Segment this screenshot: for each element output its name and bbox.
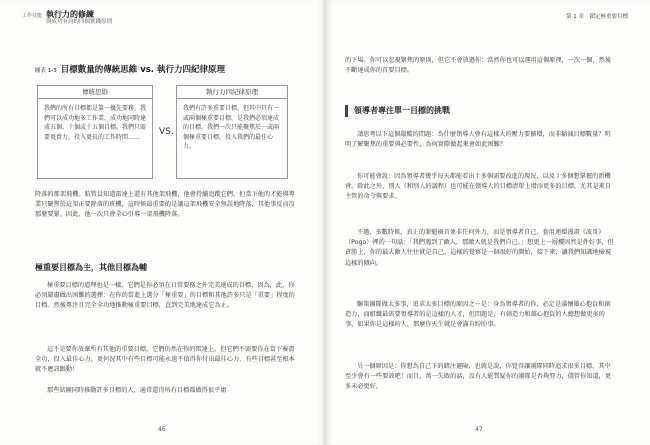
left-paragraph-3: 這不是要你放棄所有其他的重要目標，它們仍然在你的雷達上，但它們不需要你在當下奏盡全功，投入最佳心力。更何況其中有些目標可能永遠不值得你付出最佳心力，有些目標甚至根本就不應該跟動！ — [35, 346, 295, 374]
right-paragraph-1: 請思考以下這個嚴酷的問題：為什麼領導人會有這樣大的壓力要擴增，而非縮減目標數量？明明了解聚焦的重要與必要性，為何實際做起來會如此困難？ — [345, 131, 611, 149]
right-paragraph-5: 另一個原因是：你想為自己下的賭注避險，也就是說，你覺得讓團隊同時追求很多目標，其中至少會有一些要效吧！而且，萬一失敗的話，沒有人能質疑你的團隊是否夠努力，儘管你知道，更多未必更好， — [345, 363, 612, 391]
right-paragraph-2: 你可能會說：因為領導者幾乎每天都能看出十多個需要改進的現況，以及十多個想掌握的新機會。除此之外，別人（和別人的議程）也可能在領導人的目標清單上增添更多的目標，尤其是來自主管的命令與要求。 — [345, 173, 612, 201]
left-paragraph-1: 降落的那架飛機。航管員知道雷達上還有其他架飛機，他會持續追蹤它們，但當下他的才能與專業只聚焦於這架正要降落的班機，這時候最重要的是讓這架飛機安全無誤地降落，其他事反而沒那麼要緊。因此，他一次只會全心引導一架飛機降落。 — [35, 191, 295, 219]
traditional-thinking-box — [37, 85, 153, 179]
chapter-running-header: 第 1 章 鎖定極重要目標 — [566, 14, 628, 20]
vs-label: VS. — [159, 127, 174, 137]
book-title: 執行力的修練 — [46, 10, 95, 19]
traditional-thinking-text: 我們的所有目標都是第一優先要務，我們可以成功地多工作業，成功地同時達成五個、十個或十五個目標。我們只需要更賣力，投入更長的工作時間…… — [44, 105, 147, 141]
traditional-thinking-heading: 傳統思維 — [38, 86, 152, 99]
left-running-header — [22, 10, 112, 26]
right-page-number: 47 — [475, 426, 483, 433]
figure-title — [35, 63, 225, 75]
right-section-heading: 領導者專注單一目標的挑戰 — [354, 106, 450, 115]
left-page-number: 46 — [158, 426, 166, 433]
right-paragraph-3: 不過，多數時候，真正的罪魁禍首並非任何外力，而是領導者自己。套用連環漫畫《波哥》（Pogo）裡的一句話：「我們遇到了敵人，那敵人就是我們自己。」想更上一層樓固然是件好事，但貪勝上，你的最大敵人往往就是自己，這樣的覺察是一個很好的開始，接下來，讓我們知識地檢視這樣的傾向。 — [345, 229, 614, 267]
four-disciplines-heading: 執行力四紀律原理 — [177, 86, 287, 99]
figure-title-text: 目標數量的傳統思維 vs. 執行力四紀律原理 — [60, 65, 225, 75]
right-paragraph-4: 驅策團隊做太多事，追求太多目標的原因之一是：身為領導者的你，必定是滿懷雄心抱負和創造力，而組織最需要領導者的是這樣的人才，但問題是，有創造力和雄心抱負的人總想做更多的事，如果你是這樣的人，那麼你天生就是會滿肯盼盼事。 — [345, 301, 611, 329]
right-paragraph-0: 的下場。你可以忽視緊焦的原則，但它不會放過你：當然你也可以運用這個原理，一次一個，然後不斷達成你的首要目標。 — [345, 57, 612, 75]
left-section-heading: 極重要目標為主，其他目標為輔 — [35, 263, 147, 272]
book-subtitle: 與成功有約的四個實踐原則 — [46, 19, 113, 25]
four-disciplines-text: 我們有許多重要目標，但其中只有一或兩個極重要目標，是我們必須達成的目標。我們一次只能聚焦於一或兩個極重要目標，投入我們的最佳心力。 — [183, 105, 280, 150]
right-page — [325, 0, 650, 445]
four-disciplines-box — [176, 85, 288, 179]
figure-number: 圖表 1-3 — [35, 68, 57, 74]
heading-marker — [345, 105, 348, 117]
edition-label: 工作技能 — [22, 13, 43, 19]
left-paragraph-2: 極重要目標的道理也是一樣。它們是你必須在日常要務之外完美達成的目標，因為，此，你必須嚴肅做出困難的選擇：在你的當進上選分「極重要」的目標和其他許多只是「重要」程度的目標。然後專注且完全全功地推動極重要目標，直到完美地達成它為止。 — [35, 282, 295, 310]
left-paragraph-4: 那些試圖同時推動許多目標的人，通常還得所有目標都做得很平庸 — [47, 387, 227, 394]
